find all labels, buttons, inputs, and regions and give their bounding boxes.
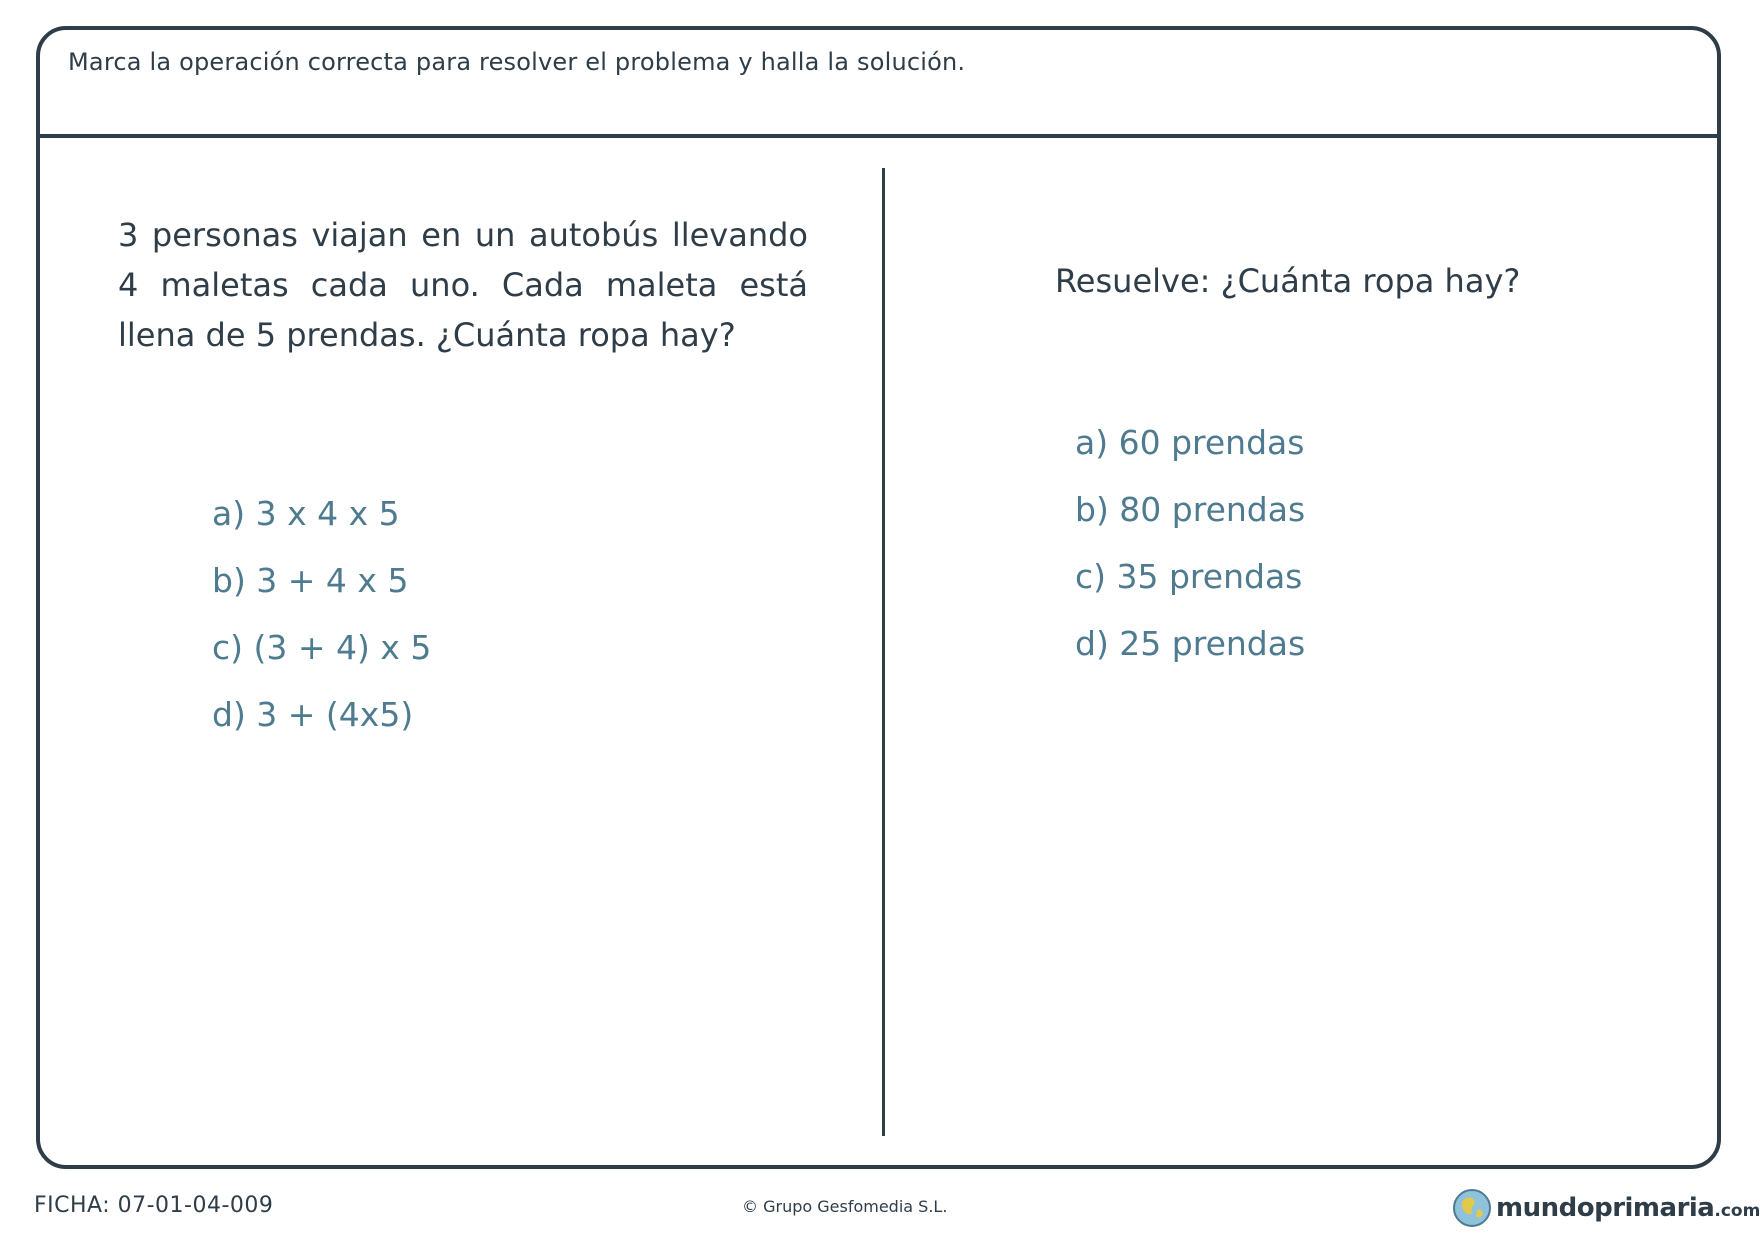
operation-option-c[interactable]: c) (3 + 4) x 5 [212,628,432,667]
instruction-text: Marca la operación correcta para resolver el problema y halla la solución. [68,48,966,76]
ficha-code: FICHA: 07-01-04-009 [34,1193,274,1218]
logo-suffix: .com [1714,1201,1760,1221]
operation-option-a[interactable]: a) 3 x 4 x 5 [212,494,400,533]
solve-question: Resuelve: ¿Cuánta ropa hay? [1055,262,1521,300]
column-divider [882,168,885,1136]
answer-option-d[interactable]: d) 25 prendas [1075,624,1306,663]
globe-icon [1452,1188,1492,1228]
worksheet-frame [36,26,1721,1169]
answer-option-b[interactable]: b) 80 prendas [1075,490,1306,529]
mundoprimaria-logo[interactable] [1452,1186,1760,1230]
operation-option-b[interactable]: b) 3 + 4 x 5 [212,561,409,600]
header-divider [40,134,1717,138]
operation-option-d[interactable]: d) 3 + (4x5) [212,695,414,734]
answer-option-c[interactable]: c) 35 prendas [1075,557,1303,596]
copyright-notice: © Grupo Gesfomedia S.L. [742,1197,948,1216]
answer-options [1075,409,1305,677]
logo-wordmark: mundoprimaria [1496,1193,1715,1223]
operation-options [212,480,431,748]
answer-option-a[interactable]: a) 60 prendas [1075,423,1305,462]
problem-statement: 3 personas viajan en un autobús llevando 4 maletas cada uno. Cada maleta está llena de 5 prendas. ¿Cuánta ropa hay? [118,216,808,354]
